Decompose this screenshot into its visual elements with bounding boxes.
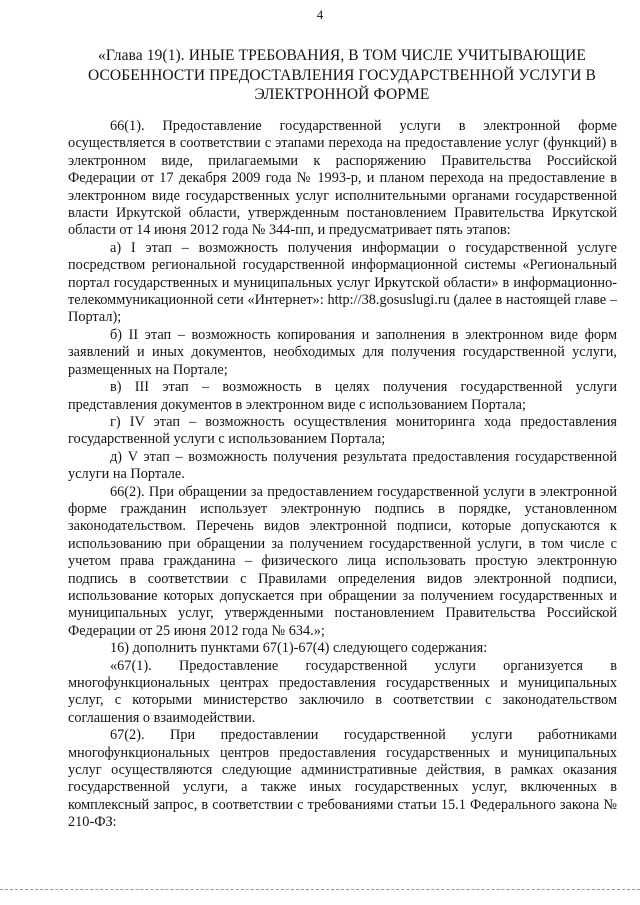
paragraph-item-16: 16) дополнить пунктами 67(1)-67(4) следующего содержания: [110, 640, 488, 657]
paragraph-67-2: 67(2). При предоставлении государственной услуги работниками многофункциональных центров предоставления государственных и муниципальных услуг осуществляются следующие административные действия, в рамках оказания государственной услуги, а также иных государственных услуг, включенных в комплексный запрос, в соответствии с требованиями статьи 15.1 Федерального закона № 210-ФЗ: [68, 727, 617, 831]
paragraph-stage-5: д) V этап – возможность получения результата предоставления государственной услуги на Портале. [68, 448, 617, 483]
page-bottom-divider [0, 889, 640, 891]
paragraph-stage-2: б) II этап – возможность копирования и заполнения в электронном виде форм заявлений и иных документов, необходимых для получения государственной услуги, размещенных на Портале; [68, 326, 617, 378]
paragraph-stage-4: г) IV этап – возможность осуществления мониторинга хода предоставления государственной услуги с использованием Портала; [68, 413, 617, 448]
paragraph-67-1: «67(1). Предоставление государственной услуги организуется в многофункциональных центрах предоставления государственных и муниципальных услуг, с которыми министерство заключило в соответствии с законодательством соглашения о взаимодействии. [68, 657, 617, 726]
document-body [68, 118, 617, 832]
paragraph-66-2: 66(2). При обращении за предоставлением государственной услуги в электронной форме гражданин использует электронную подпись в порядке, установленном законодательством. Перечень видов электронной подписи, которые допускаются к использованию при обращении за получением государственной услуги, в том числе с учетом права гражданина – физического лица использовать простую электронную подпись в соответствии с Правилами определения видов электронной подписи, использование которых допускается при обращении за получением государственных и муниципальных услуг, утвержденными постановлением Правительства Российской Федерации от 25 июня 2012 года № 634.»; [68, 483, 617, 639]
paragraph-66-1: 66(1). Предоставление государственной услуги в электронной форме осуществляется в соответствии с этапами перехода на предоставление услуг (функций) в электронном виде, прилагаемыми к распоряжению Правительства Российской Федерации от 17 декабря 2009 года № 1993-р, и планом перехода на предоставление в электронном виде государственных услуг исполнительными органами государственной власти Иркутской области, утвержденным постановлением Правительства Иркутской области от 14 июня 2012 года № 344-пп, и предусматривает пять этапов: [68, 118, 617, 239]
paragraph-stage-1: а) I этап – возможность получения информации о государственной услуге посредством региональной государственной информационной системы «Региональный портал государственных и муниципальных услуг Иркутской области» в информационно-телекоммуникационной сети «Интернет»: http://38.gosuslugi.ru (далее в настоящей главе – Портал); [68, 239, 617, 326]
page-number: 4 [316, 7, 324, 22]
chapter-title: «Глава 19(1). ИНЫЕ ТРЕБОВАНИЯ, В ТОМ ЧИСЛЕ УЧИТЫВАЮЩИЕ ОСОБЕННОСТИ ПРЕДОСТАВЛЕНИЯ ГОСУДАРСТВЕННОЙ УСЛУГИ В ЭЛЕКТРОННОЙ ФОРМЕ [88, 47, 596, 103]
paragraph-stage-3: в) III этап – возможность в целях получения государственной услуги представления документов в электронном виде с использованием Портала; [68, 379, 617, 413]
